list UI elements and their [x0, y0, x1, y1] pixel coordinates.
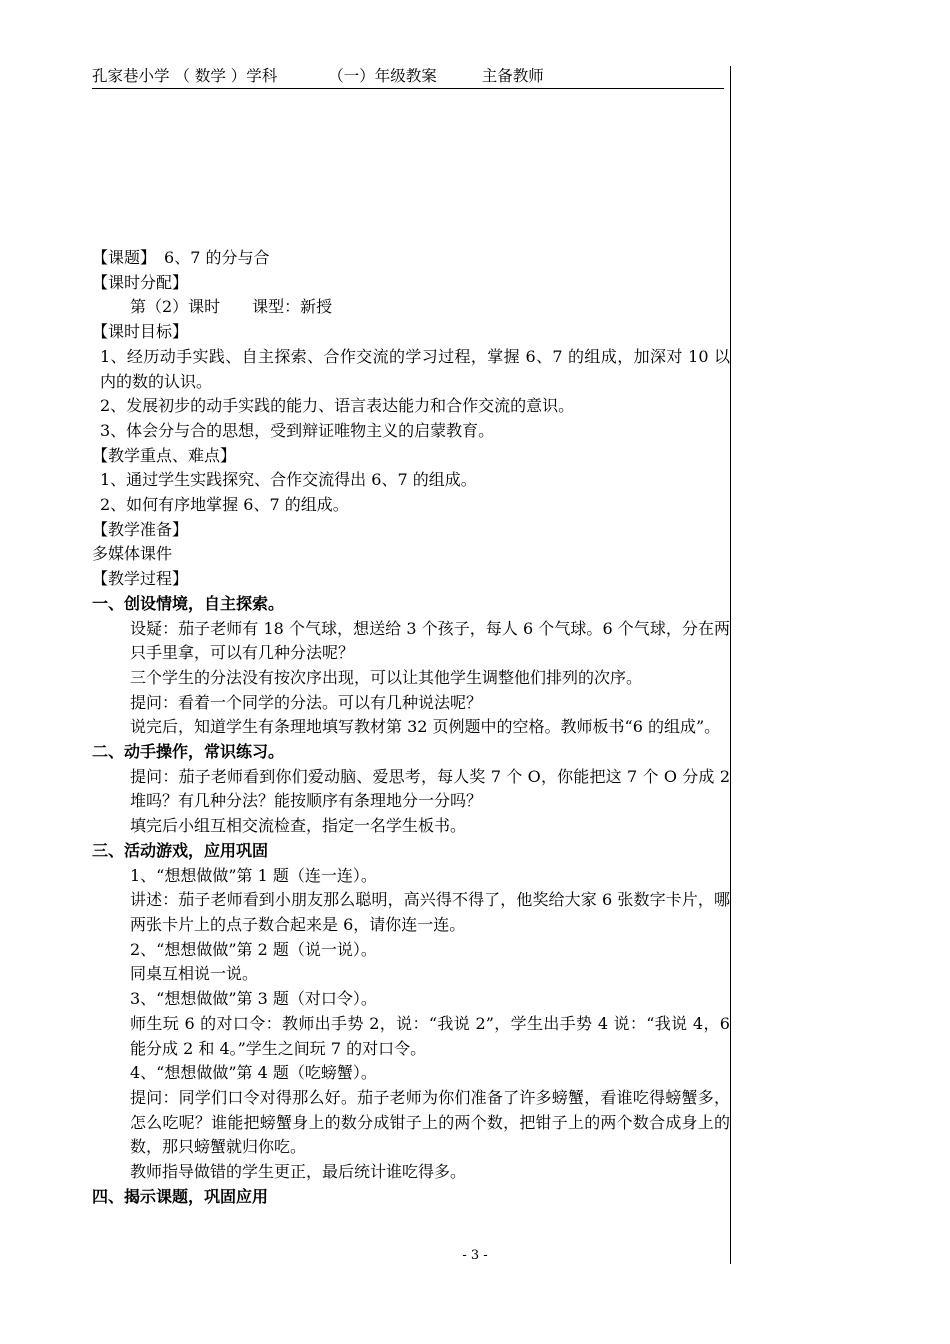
paragraph: 说完后，知道学生有条理地填写教材第 32 页例题中的空格。教师板书“6 的组成”。 — [130, 717, 721, 737]
period-line: 第（2）课时 课型：新授 — [130, 297, 333, 317]
goal-item: 3、体会分与合的思想，受到辩证唯物主义的启蒙教育。 — [100, 420, 495, 440]
process-label: 【教学过程】 — [92, 569, 189, 589]
activity-item: 2、“想想做做”第 2 题（说一说）。 — [130, 939, 377, 959]
goal-item: 1、经历动手实践、自主探索、合作交流的学习过程，掌握 6、7 的组成，加深对 10 以内的数的认识。 — [100, 346, 730, 391]
paragraph: 师生玩 6 的对口令：教师出手势 2，说：“我说 2”，学生出手势 4 说：“我说 4，6 能分成 2 和 4。”学生之间玩 7 的对口令。 — [130, 1013, 730, 1058]
key-point-item: 1、通过学生实践探究、合作交流得出 6、7 的组成。 — [100, 470, 477, 490]
paragraph: 提问：同学们口令对得那么好。茄子老师为你们准备了许多螃蟹，看谁吃得螃蟹多，怎么吃呢？谁能把螃蟹身上的数分成钳子上的两个数，把钳子上的两个数合成身上的数，那只螃蟹就归你吃。 — [130, 1087, 730, 1157]
page-right-rule — [730, 66, 731, 1264]
topic-line — [92, 246, 730, 271]
header-grade: （一）年级教案 — [328, 67, 437, 85]
section-title: 四、揭示课题，巩固应用 — [92, 1186, 269, 1206]
paragraph: 设疑：茄子老师有 18 个气球，想送给 3 个孩子，每人 6 个气球。6 个气球，分在两只手里拿，可以有几种分法呢？ — [130, 618, 730, 663]
paragraph: 三个学生的分法没有按次序出现，可以让其他学生调整他们排列的次序。 — [130, 667, 643, 687]
page-number: - 3 - — [462, 1248, 488, 1263]
section-title: 三、活动游戏，应用巩固 — [92, 840, 269, 860]
topic-value: 6、7 的分与合 — [164, 248, 270, 267]
topic-label: 【课题】 — [92, 248, 149, 267]
goals-label: 【课时目标】 — [92, 322, 189, 342]
paragraph: 提问：看着一个同学的分法。可以有几种说法呢？ — [130, 692, 483, 712]
header-teacher: 主备教师 — [481, 67, 544, 85]
period-label: 【课时分配】 — [92, 272, 189, 292]
section-title: 一、创设情境，自主探索。 — [92, 593, 285, 613]
paragraph: 提问：茄子老师看到你们爱动脑、爱思考，每人奖 7 个 O，你能把这 7 个 O 分成 2 堆吗？有几种分法？能按顺序有条理地分一分吗？ — [130, 766, 730, 811]
section-title: 二、动手操作，常识练习。 — [92, 742, 285, 762]
prep-label: 【教学准备】 — [92, 519, 189, 539]
header-school-subject: 孔家巷小学 （ 数学 ）学科 — [92, 67, 278, 85]
activity-item: 3、“想想做做”第 3 题（对口令）。 — [130, 989, 377, 1009]
goal-item: 2、发展初步的动手实践的能力、语言表达能力和合作交流的意识。 — [100, 396, 575, 416]
prep-value: 多媒体课件 — [92, 544, 173, 564]
activity-item: 1、“想想做做”第 1 题（连一连）。 — [130, 865, 377, 885]
activity-item: 4、“想想做做”第 4 题（吃螃蟹）。 — [130, 1063, 377, 1083]
key-label: 【教学重点、难点】 — [92, 445, 237, 465]
paragraph: 填完后小组互相交流检查，指定一名学生板书。 — [130, 816, 467, 836]
paragraph: 同桌互相说一说。 — [130, 964, 259, 984]
key-point-item: 2、如何有序地掌握 6、7 的组成。 — [100, 495, 349, 515]
page-header — [92, 66, 724, 89]
lesson-plan-body — [92, 246, 730, 1209]
paragraph: 讲述：茄子老师看到小朋友那么聪明，高兴得不得了，他奖给大家 6 张数字卡片，哪两张卡片上的点子数合起来是 6，请你连一连。 — [130, 890, 730, 934]
paragraph: 教师指导做错的学生更正，最后统计谁吃得多。 — [130, 1162, 467, 1182]
